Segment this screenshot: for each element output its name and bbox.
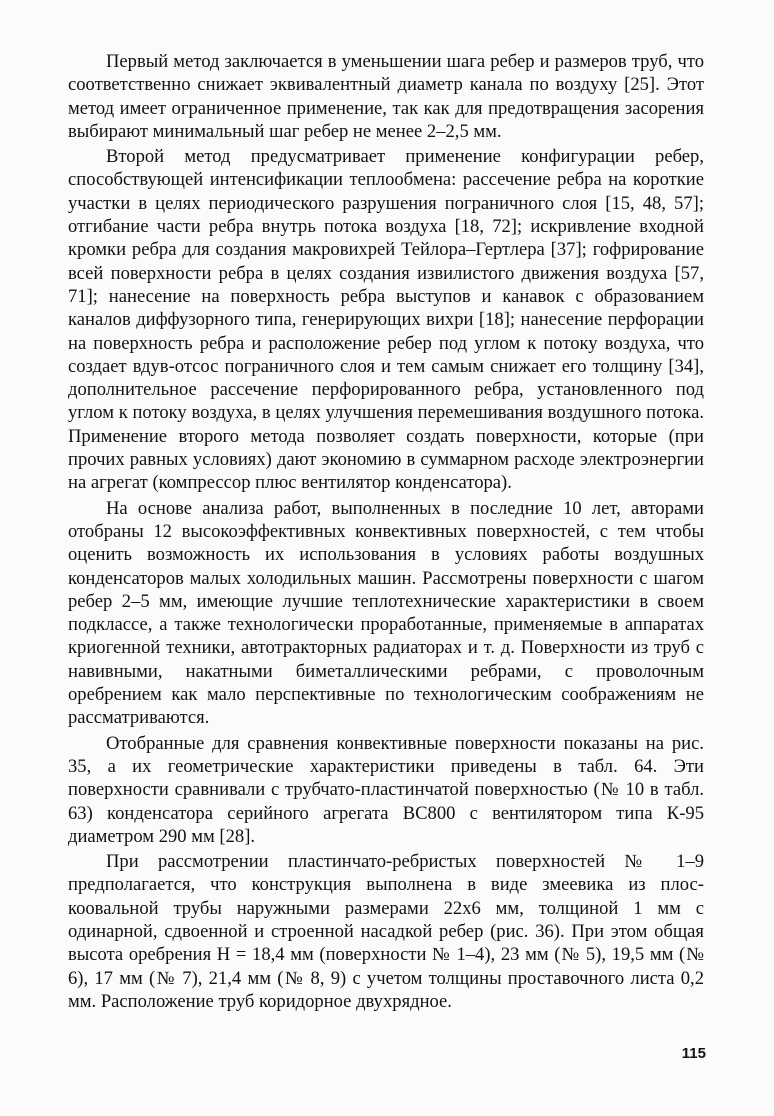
- page-number: 115: [681, 1045, 706, 1062]
- paragraph: Отобранные для сравнения конвективные поверхности показаны на рис. 35, а их геометрические характеристики приведены в табл. 64. Эти поверхности сравнивали с трубчато-пластинчатой поверхностью (№ 10 в табл. 63) конденсатора серийного агрегата ВС800 с вентилятором типа К-95 диаметром 290 мм [28].: [68, 732, 704, 847]
- page-body: [68, 50, 704, 1015]
- paragraph: При рассмотрении пластинчато-ребристых поверхностей № 1–9 предполагается, что конструкция выполнена в виде змеевика из плоскоовальной трубы наружными размерами 22x6 мм, толщиной 1 мм с одинарной, сдвоенной и строенной насадкой ребер (рис. 36). При этом общая высота оребрения H = 18,4 мм (поверхности № 1–4), 23 мм (№ 5), 19,5 мм (№ 6), 17 мм (№ 7), 21,4 мм (№ 8, 9) с учетом толщины проставочного листа 0,2 мм. Расположение труб коридорное двухрядное.: [68, 851, 704, 1012]
- paragraph: Второй метод предусматривает применение конфигурации ребер, способствующей интенсификации теплообмена: рассечение ребра на короткие участки в целях периодического разрушения пограничного слоя [15, 48, 57]; отгибание части ребра внутрь потока воздуха [18, 72]; искривление входной кромки ребра для создания макровихрей Тейлора–Гертлера [37]; гофрирование всей поверхности ребра в целях создания извилистого движения воздуха [57, 71]; нанесение на поверхность ребра выступов и канавок с образованием каналов диффузорного типа, генерирующих вихри [18]; нанесение перфорации на поверхность ребра и расположение ребер под углом к потоку воздуха, что создает вдув-отсос пограничного слоя и тем самым снижает его толщину [34], дополнительное рассечение перфорированного ребра, установленного под углом к потоку воздуха, в целях улучшения перемешивания воздушного потока. Применение второго метода позволяет создать поверхности, которые (при прочих равных условиях) дают экономию в суммарном расходе электроэнергии на агрегат (компрессор плюс вентилятор конденсатора).: [68, 146, 704, 494]
- paragraph: Первый метод заключается в уменьшении шага ребер и размеров труб, что соответственно снижает эквивалентный диаметр канала по воздуху [25]. Этот метод имеет ограниченное применение, так как для предотвращения засорения выбирают минимальный шаг ребер не менее 2–2,5 мм.: [68, 51, 704, 142]
- paragraph: На основе анализа работ, выполненных в последние 10 лет, авторами отобраны 12 высокоэффективных конвективных поверхностей, с тем чтобы оценить возможность их использования в условиях работы воздушных конденсаторов малых холодильных машин. Рассмотрены поверхности с шагом ребер 2–5 мм, имеющие лучшие теплотехнические характеристики в своем подклассе, а также технологически проработанные, применяемые в аппаратах криогенной техники, автотракторных радиаторах и т. д. Поверхности из труб с навивными, накатными биметаллическими ребрами, с проволочным оребрением как мало перспективные по технологическим соображениям не рассматриваются.: [68, 497, 704, 729]
